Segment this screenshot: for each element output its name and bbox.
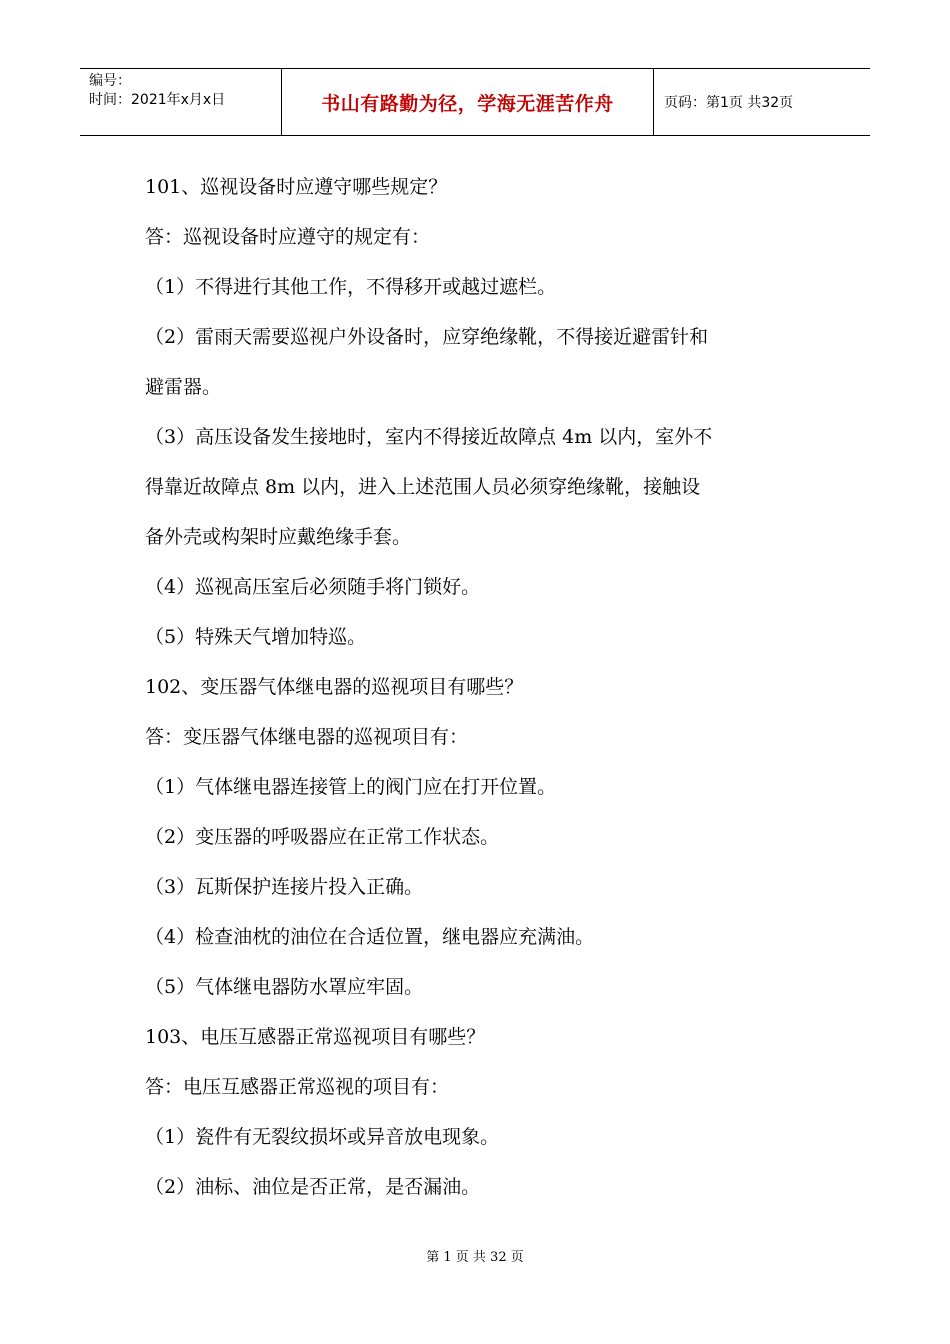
- header-page-info: 页码：第1页 共32页: [664, 95, 794, 111]
- text-line: 避雷器。: [145, 376, 222, 398]
- text-line: 备外壳或构架时应戴绝缘手套。: [145, 526, 412, 548]
- text-line: （3）瓦斯保护连接片投入正确。: [145, 876, 424, 898]
- document-number-label: 编号：: [89, 73, 131, 89]
- text-line: （1）瓷件有无裂纹损坏或异音放电现象。: [145, 1126, 500, 1148]
- text-line: （2）变压器的呼吸器应在正常工作状态。: [145, 826, 500, 848]
- document-date: 时间：2021年x月x日: [89, 92, 226, 108]
- text-line: 答：变压器气体继电器的巡视项目有：: [145, 726, 469, 748]
- text-line: 答：巡视设备时应遵守的规定有：: [145, 226, 431, 248]
- text-line: 101、巡视设备时应遵守哪些规定？: [145, 176, 448, 198]
- text-line: （4）检查油枕的油位在合适位置，继电器应充满油。: [145, 926, 595, 948]
- text-line: （5）特殊天气增加特巡。: [145, 626, 367, 648]
- page-header: [80, 68, 870, 136]
- text-line: 102、变压器气体继电器的巡视项目有哪些？: [145, 676, 524, 698]
- text-line: （1）不得进行其他工作，不得移开或越过遮栏。: [145, 276, 557, 298]
- text-line: （2）雷雨天需要巡视户外设备时，应穿绝缘靴，不得接近避雷针和: [145, 326, 709, 348]
- text-line: （3）高压设备发生接地时，室内不得接近故障点 4m 以内，室外不: [145, 426, 713, 448]
- page-footer: 第 1 页 共 32 页: [426, 1250, 524, 1265]
- header-motto: 书山有路勤为径，学海无涯苦作舟: [282, 69, 654, 135]
- text-line: （2）油标、油位是否正常，是否漏油。: [145, 1176, 481, 1198]
- text-line: 103、电压互感器正常巡视项目有哪些？: [145, 1026, 486, 1048]
- document-body: [145, 162, 825, 1212]
- header-meta-cell: [80, 69, 282, 135]
- text-line: （1）气体继电器连接管上的阀门应在打开位置。: [145, 776, 557, 798]
- text-line: 得靠近故障点 8m 以内，进入上述范围人员必须穿绝缘靴，接触设: [145, 476, 701, 498]
- text-line: （4）巡视高压室后必须随手将门锁好。: [145, 576, 481, 598]
- text-line: 答：电压互感器正常巡视的项目有：: [145, 1076, 450, 1098]
- text-line: （5）气体继电器防水罩应牢固。: [145, 976, 424, 998]
